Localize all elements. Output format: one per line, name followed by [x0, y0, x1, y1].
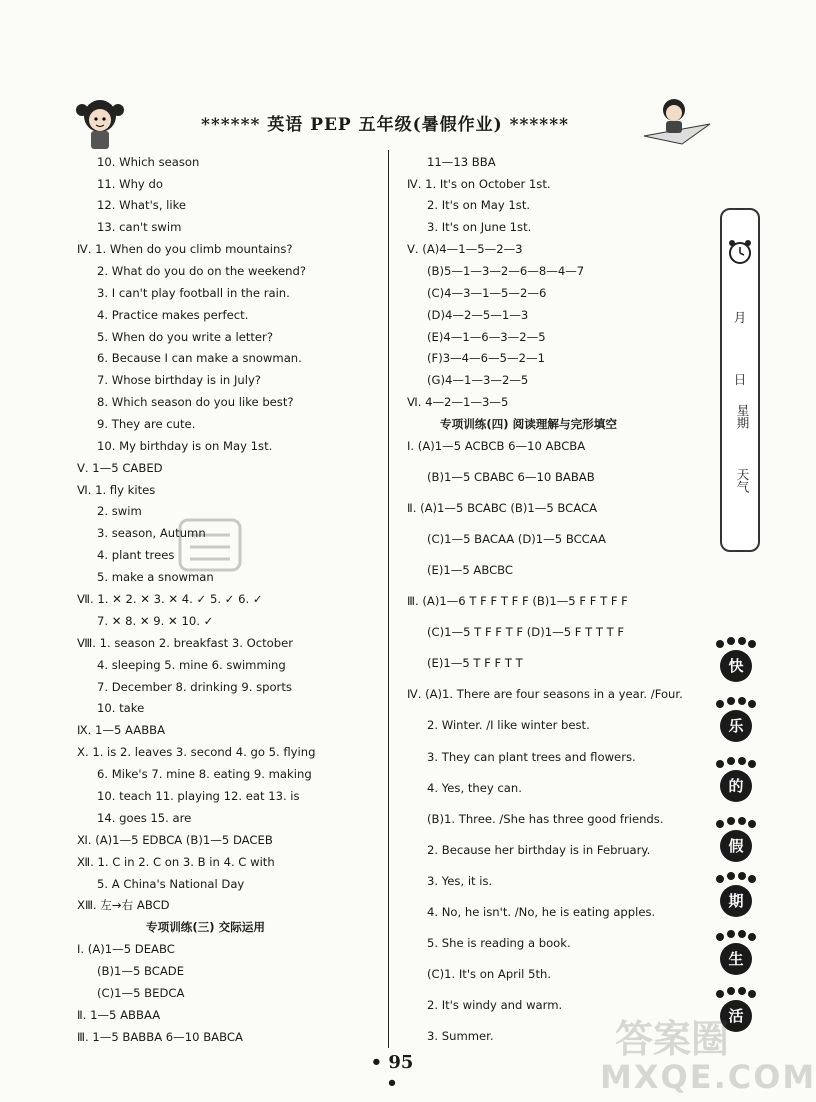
answer-line: 3. They can plant trees and flowers. — [427, 750, 636, 764]
answer-line: 4. No, he isn't. /No, he is eating apples. — [427, 905, 656, 919]
answer-line: Ⅵ. 4—2—1—3—5 — [407, 395, 509, 409]
answer-line: Ⅷ. 1. season 2. breakfast 3. October — [77, 636, 294, 650]
answer-line: Ⅱ. 1—5 ABBAA — [77, 1008, 161, 1022]
alarm-clock-icon — [727, 238, 753, 266]
answer-line: 10. Which season — [97, 155, 200, 169]
answer-line: 2. Winter. /I like winter best. — [427, 718, 590, 732]
answer-line: Ⅺ. (A)1—5 EDBCA (B)1—5 DACEB — [77, 833, 273, 847]
weather-label: 天气 — [735, 468, 750, 493]
answer-line: 6. Because I can make a snowman. — [97, 351, 302, 365]
paw-icon — [714, 875, 758, 919]
paw-icon — [714, 933, 758, 977]
answer-line: Ⅻ. 1. C in 2. C on 3. B in 4. C with — [77, 855, 275, 869]
answer-line: (D)4—2—5—1—3 — [427, 308, 529, 322]
answer-line: 2. swim — [97, 504, 142, 518]
answer-line: (E)1—5 ABCBC — [427, 563, 514, 577]
section-heading: 专项训练(四) 阅读理解与完形填空 — [440, 417, 617, 431]
paw-char: 期 — [720, 885, 752, 917]
answer-line: (E)4—1—6—3—2—5 — [427, 330, 546, 344]
answer-line: 12. What's, like — [97, 198, 187, 212]
answer-line: 4. Yes, they can. — [427, 781, 522, 795]
answer-line: 5. When do you write a letter? — [97, 330, 273, 344]
answer-line: Ⅴ. 1—5 CABED — [77, 461, 163, 475]
answer-line: 7. ✕ 8. ✕ 9. ✕ 10. ✓ — [97, 614, 214, 628]
paw-char: 的 — [720, 770, 752, 802]
answer-line: 2. What do you do on the weekend? — [97, 264, 307, 278]
answer-line: Ⅸ. 1—5 AABBA — [77, 723, 166, 737]
week-label: 星期 — [735, 404, 750, 429]
answer-line: (B)1—5 BCADE — [97, 964, 185, 978]
site-watermark: MXQE.COM — [600, 1058, 816, 1096]
paw-char: 乐 — [720, 710, 752, 742]
answer-line: 11. Why do — [97, 177, 163, 191]
answer-line: 10. take — [97, 701, 145, 715]
answer-line: (C)1—5 BEDCA — [97, 986, 185, 1000]
answer-line: (E)1—5 T F F T T — [427, 656, 523, 670]
answer-line: Ⅰ. (A)1—5 DEABC — [77, 942, 175, 956]
paw-icon — [714, 760, 758, 804]
answer-line: 13. can't swim — [97, 220, 182, 234]
answer-line: 5. She is reading a book. — [427, 936, 571, 950]
paw-icon — [714, 700, 758, 744]
answer-line: 2. Because her birthday is in February. — [427, 843, 651, 857]
paw-icon — [714, 820, 758, 864]
answer-line: Ⅶ. 1. ✕ 2. ✕ 3. ✕ 4. ✓ 5. ✓ 6. ✓ — [77, 592, 263, 606]
answer-line: 9. They are cute. — [97, 417, 196, 431]
answer-line: 14. goes 15. are — [97, 811, 192, 825]
paw-icon — [714, 640, 758, 684]
answer-line: (C)1. It's on April 5th. — [427, 967, 552, 981]
answer-line: 5. A China's National Day — [97, 877, 245, 891]
answer-line: 6. Mike's 7. mine 8. eating 9. making — [97, 767, 312, 781]
corner-watermark: 答案圈 — [615, 1017, 730, 1061]
answer-line: 3. Summer. — [427, 1029, 494, 1043]
answer-line: (F)3—4—6—5—2—1 — [427, 351, 545, 365]
month-label: 月 — [733, 310, 747, 325]
paw-char: 生 — [720, 943, 752, 975]
answer-line: 11—13 BBA — [427, 155, 496, 169]
answer-line: Ⅳ. (A)1. There are four seasons in a year. /Four. — [407, 687, 683, 701]
answer-line: 2. It's windy and warm. — [427, 998, 563, 1012]
answer-line: Ⅵ. 1. fly kites — [77, 483, 156, 497]
paw-char: 快 — [720, 650, 752, 682]
answer-line: (G)4—1—3—2—5 — [427, 373, 529, 387]
answer-line: 10. teach 11. playing 12. eat 13. is — [97, 789, 300, 803]
answer-line: 3. Yes, it is. — [427, 874, 493, 888]
answer-line: Ⅳ. 1. It's on October 1st. — [407, 177, 551, 191]
answer-line: 4. Practice makes perfect. — [97, 308, 249, 322]
answer-line: Ⅱ. (A)1—5 BCABC (B)1—5 BCACA — [407, 501, 598, 515]
cartoon-girl-icon — [72, 94, 128, 154]
day-label: 日 — [733, 372, 747, 387]
answer-line: 4. plant trees — [97, 548, 175, 562]
answer-line: (B)5—1—3—2—6—8—4—7 — [427, 264, 585, 278]
paw-char: 活 — [720, 1000, 752, 1032]
answer-line: ⅩⅢ. 左→右 ABCD — [77, 898, 170, 912]
date-record-box — [720, 208, 760, 552]
cartoon-boy-plane-icon — [642, 94, 712, 146]
section-heading: 专项训练(三) 交际运用 — [146, 920, 265, 934]
column-divider — [388, 150, 389, 1048]
answer-line: 2. It's on May 1st. — [427, 198, 531, 212]
answer-line: Ⅲ. (A)1—6 T F F T F F (B)1—5 F F T F F — [407, 594, 628, 608]
answer-line: 4. sleeping 5. mine 6. swimming — [97, 658, 286, 672]
answer-line: 3. It's on June 1st. — [427, 220, 532, 234]
answer-line: Ⅰ. (A)1—5 ACBCB 6—10 ABCBA — [407, 439, 586, 453]
answer-line: 7. Whose birthday is in July? — [97, 373, 261, 387]
page-number: • 95 • — [370, 1052, 414, 1094]
answer-line: (C)1—5 BACAA (D)1—5 BCCAA — [427, 532, 606, 546]
answer-line: Ⅳ. 1. When do you climb mountains? — [77, 242, 293, 256]
paw-char: 假 — [720, 830, 752, 862]
answer-line: (B)1. Three. /She has three good friends. — [427, 812, 664, 826]
answer-line: 5. make a snowman — [97, 570, 214, 584]
answer-line: (C)1—5 T F F T F (D)1—5 F T T T F — [427, 625, 625, 639]
answer-line: Ⅴ. (A)4—1—5—2—3 — [407, 242, 523, 256]
answer-line: 7. December 8. drinking 9. sports — [97, 680, 292, 694]
answer-line: 10. My birthday is on May 1st. — [97, 439, 273, 453]
answer-line: (C)4—3—1—5—2—6 — [427, 286, 547, 300]
answer-line: Ⅲ. 1—5 BABBA 6—10 BABCA — [77, 1030, 243, 1044]
answer-line: (B)1—5 CBABC 6—10 BABAB — [427, 470, 595, 484]
answer-line: 8. Which season do you like best? — [97, 395, 294, 409]
answer-line: Ⅹ. 1. is 2. leaves 3. second 4. go 5. flying — [77, 745, 316, 759]
answer-line: 3. season, Autumn — [97, 526, 206, 540]
page-header-title: ****** 英语 PEP 五年级(暑假作业) ****** — [201, 115, 569, 135]
answer-line: 3. I can't play football in the rain. — [97, 286, 290, 300]
seal-stamp-icon — [160, 515, 260, 585]
